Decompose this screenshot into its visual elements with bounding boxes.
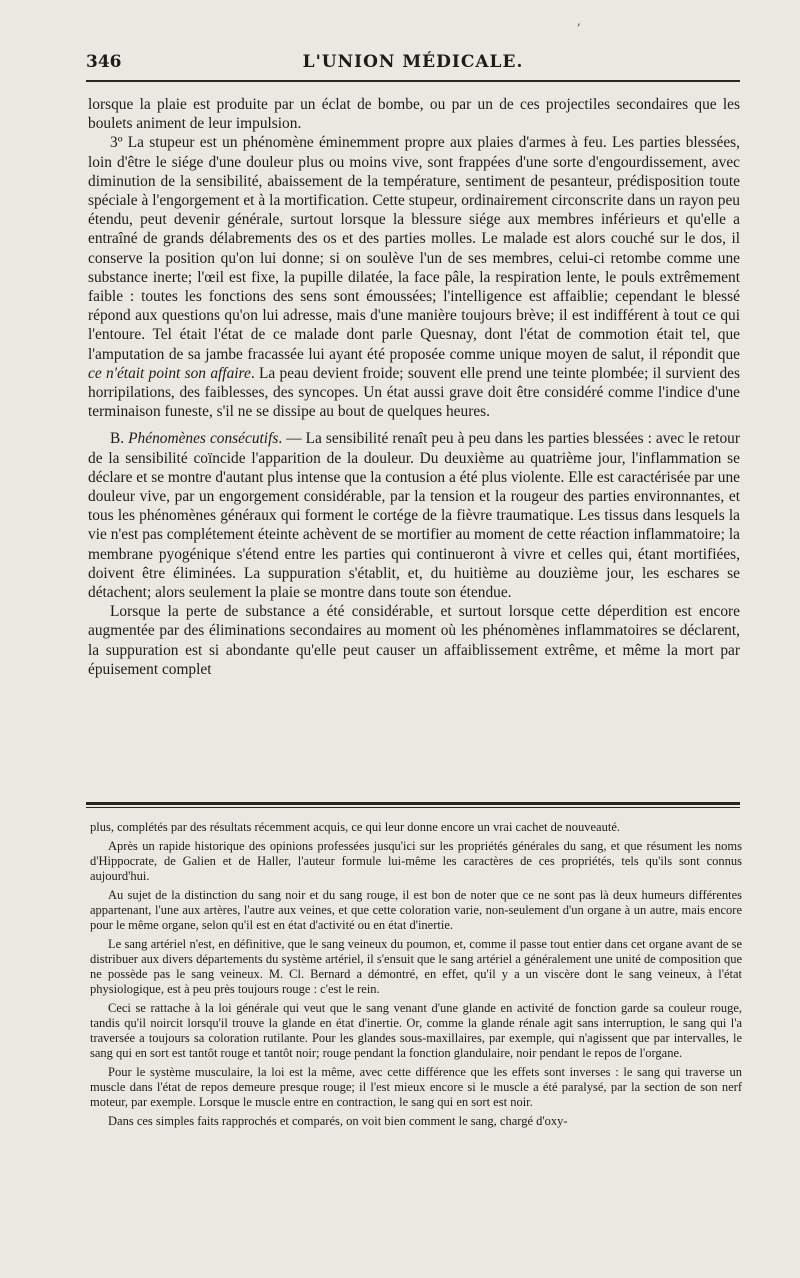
feuilleton-rule-thin xyxy=(86,807,740,808)
page-number: 346 xyxy=(86,52,122,72)
feuilleton-paragraph: Dans ces simples faits rapprochés et comparés, on voit bien comment le sang, chargé d'oxy- xyxy=(108,1114,568,1128)
paragraph-text: . La peau devient froide; souvent elle prend une teinte plombée; il survient des horripilations, des faiblesses, des syncopes. Un état aussi grave doit être considéré comme l'indice d'une terminaison funeste, s'il ne se dissipe au bout de quelques heures. xyxy=(88,364,740,421)
section-heading: Phénomènes consécutifs xyxy=(128,430,279,448)
paragraph-text: 3º La stupeur est un phénomène éminemment propre aux plaies d'armes à feu. Les parties blessées, loin d'être le siége d'une douleur plus ou moins vive, sont frappées d'une sorte d'engourdissement, avec diminution de la sensibilité, abaissement de la température, sentiment de pesanteur, prédisposition toute spéciale à l'engorgement et à la mortification. Cette stupeur, ordinairement circonscrite dans un rayon peu étendu, peut devenir générale, surtout lorsque la blessure siége aux membres inférieurs et qu'elle a entraîné de grands délabrements des os et des parties molles. Le malade est alors couché sur le dos, il conserve la position qu'on lui donne; si on soulève l'un de ses membres, celui-ci retombe comme une substance inerte; l'œil est fixe, la pupille dilatée, la face pâle, la respiration lente, le pouls extrêmement faible : toutes les fonctions des sens sont émoussées; l'intelligence est affaiblie; cependant le blessé répond aux questions qu'on lui adresse, mais d'une manière toujours brève; il est indifférent à tout ce qui l'entoure. Tel était l'état de ce malade dont parle Quesnay, dont l'état de commotion était tel, que l'amputation de sa jambe fracassée lui ayant été proposée comme unique moyen de salut, il répondit que xyxy=(88,134,740,363)
feuilleton-paragraph: Ceci se rattache à la loi générale qui veut que le sang venant d'une glande en activité de fonction garde sa couleur rouge, tandis qu'il noircit lorsqu'il trouve la glande en état d'inertie. Or, comme la glande rénale agit sans interruption, le sang qui l'a traversée a toujours sa coloration rutilante. Pour les glandes sous-maxillaires, par exemple, qui n'agissent que par intervalles, le sang qui en sort est tantôt rouge et tantôt noir; rouge pendant la fonction glandulaire, noir pendant le repos de l'organe. xyxy=(90,1001,742,1060)
paragraph-text: . — La sensibilité renaît peu à peu dans les parties blessées : avec le retour de la sensibilité coïncide l'apparition de la douleur. Du deuxième au quatrième jour, l'inflammation se déclare et se montre d'autant plus intense que la contusion a été plus violente. Elle est caractérisée par une douleur vive, par un engorgement considérable, par la tension et la rougeur des parties environnantes, et tous les phénomènes généraux qui forment le cortége de la fièvre traumatique. Les tissus dans lesquels la vie n'est pas complétement éteinte achèvent de se mortifier au moment de cette réaction inflammatoire; la membrane pyogénique s'étend entre les parties qui continueront à vivre et celles qui, étant mortifiées, doivent être éliminées. La suppuration s'établit, et, du huitième au douzième jour, les eschares se détachent; alors seulement la plaie se montre dans toute son étendue. xyxy=(88,430,740,602)
feuilleton-paragraph: plus, complétés par des résultats récemment acquis, ce qui leur donne encore un vrai cachet de nouveauté. xyxy=(90,820,620,834)
feuilleton-paragraph: Pour le système musculaire, la loi est la même, avec cette différence que les effets sont inverses : le sang qui traverse un muscle dans l'état de repos demeure presque rouge; il l'est mieux encore si le muscle a été paralysé, par la section de son nerf moteur, par exemple. Lorsque le muscle entre en contraction, le sang qui en sort est noir. xyxy=(90,1065,742,1109)
feuilleton-text xyxy=(90,820,742,1133)
feuilleton-paragraph: Le sang artériel n'est, en définitive, que le sang veineux du poumon, et, comme il passe tout entier dans cet organe avant de se distribuer aux divers départements du système artériel, il s'ensuit que le sang artériel a généralement une unité de composition que ne possède pas le sang veineux. M. Cl. Bernard a démontré, en effet, qu'il y a un viscère dont le sang veineux, à l'état physiologique, est à peu près toujours rouge : c'est le rein. xyxy=(90,937,742,996)
feuilleton-paragraph: Au sujet de la distinction du sang noir et du sang rouge, il est bon de noter que ce ne sont pas là deux humeurs différentes appartenant, l'une aux artères, l'autre aux veines, et que cette coloration varie, non-seulement d'un organe à un autre, mais encore pour le même organe, selon qu'il est en état d'activité ou en état d'inertie. xyxy=(90,888,742,932)
feuilleton-rule xyxy=(86,802,740,805)
main-text xyxy=(88,95,740,679)
paragraph-stupeur xyxy=(88,133,740,421)
quote-italic: ce n'était point son affaire xyxy=(88,364,251,382)
page-header xyxy=(86,50,740,76)
header-rule xyxy=(86,80,740,82)
paragraph: Lorsque la perte de substance a été considérable, et surtout lorsque cette déperdition est encore augmentée par des éliminations secondaires au moment où les phénomènes inflammatoires se déclarent, la suppuration est si abondante qu'elle peut causer un affaiblissement extrême, et même la mort par épuisement complet xyxy=(88,603,740,678)
running-title: L'UNION MÉDICALE. xyxy=(302,52,524,72)
page-mark: , xyxy=(577,14,581,28)
paragraph: lorsque la plaie est produite par un éclat de bombe, ou par un de ces projectiles secondaires que les boulets animent de leur impulsion. xyxy=(88,96,740,133)
paragraph-consecutifs xyxy=(88,429,740,602)
section-letter: B. xyxy=(110,430,129,448)
feuilleton-paragraph: Après un rapide historique des opinions professées jusqu'ici sur les propriétés générales du sang, et que résument les noms d'Hippocrate, de Galien et de Haller, l'auteur formule lui-même les caractères de ces propriétés, tels qu'ils sont connus aujourd'hui. xyxy=(90,839,742,883)
